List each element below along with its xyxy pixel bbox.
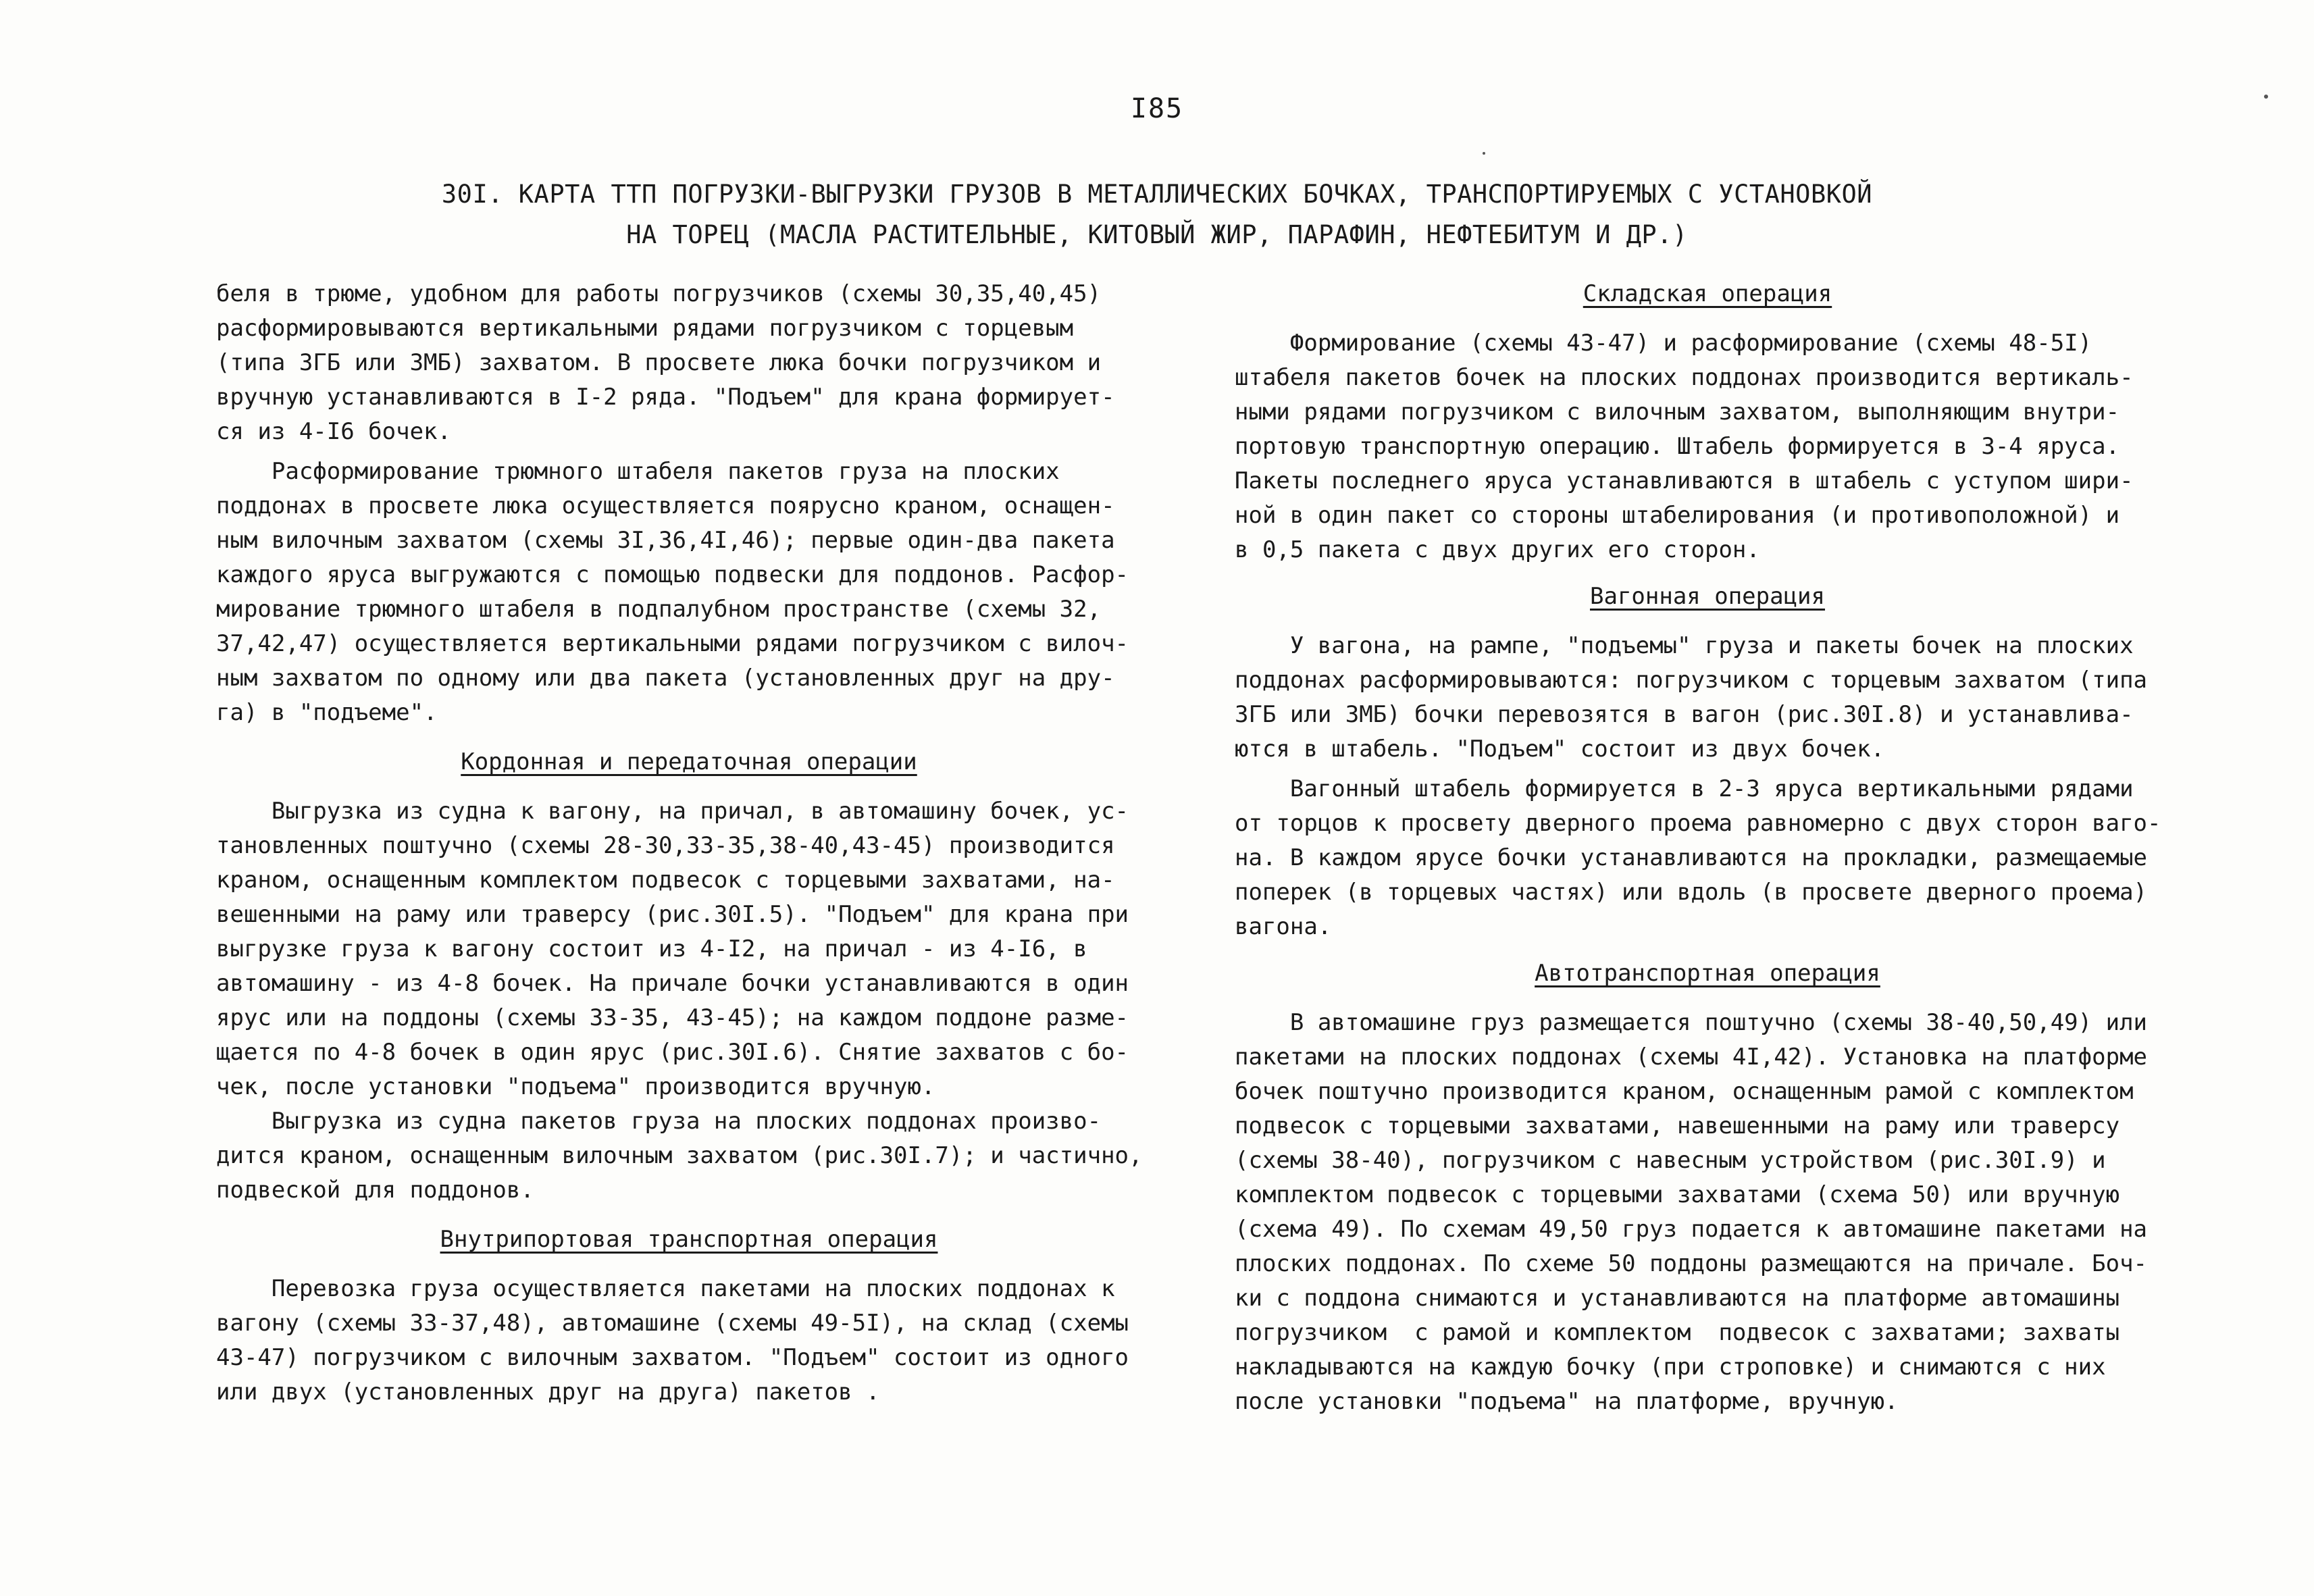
scan-speck: [2264, 95, 2268, 99]
text-line: вагона.: [1235, 913, 1332, 940]
text-line: вешенными на раму или траверсу (рис.30I.5). "Подъем" для крана при: [216, 901, 1129, 928]
text-line: ются в штабель. "Подъем" состоит из двух бочек.: [1235, 736, 1885, 763]
text-line: тановленных поштучно (схемы 28-30,33-35,38-40,43-45) производится: [216, 832, 1115, 859]
text-line: подвеской для поддонов.: [216, 1177, 534, 1204]
text-line: Пакеты последнего яруса устанавливаются в штабель с уступом шири-: [1235, 467, 2134, 494]
text-line: ными рядами погрузчиком с вилочным захватом, выполняющим внутри-: [1235, 398, 2120, 426]
right-column: [1235, 277, 2180, 1419]
text-line: на. В каждом ярусе бочки устанавливаются на прокладки, размещаемые: [1235, 844, 2148, 871]
text-line: (схема 49). По схемам 49,50 груз подается к автомашине пакетами на: [1235, 1216, 2148, 1243]
text-line: ным захватом по одному или два пакета (установленных друг на дру-: [216, 665, 1115, 692]
text-line: накладываются на каждую бочку (при строповке) и снимаются с них: [1235, 1354, 2106, 1381]
text-line: портовую транспортную операцию. Штабель формируется в 3-4 яруса.: [1235, 433, 2120, 460]
text-line: (типа ЗГБ или ЗМБ) захватом. В просвете люка бочки погрузчиком и: [216, 349, 1102, 376]
text-line: Формирование (схемы 43-47) и расформирование (схемы 48-5I): [1235, 330, 2092, 357]
text-line: Расформирование трюмного штабеля пакетов груза на плоских: [216, 458, 1060, 485]
text-line: от торцов к просвету дверного проема равномерно с двух сторон ваго-: [1235, 810, 2161, 837]
text-line: У вагона, на рампе, "подъемы" груза и пакеты бочек на плоских: [1235, 632, 2134, 659]
left-paragraph-1: [216, 277, 1162, 449]
text-line: погрузчиком с рамой и комплектом подвесок с захватами; захваты: [1235, 1319, 2120, 1346]
text-line: поддонах в просвете люка осуществляется поярусно краном, оснащен-: [216, 492, 1115, 519]
text-line: дится краном, оснащенным вилочным захватом (рис.30I.7); и частично,: [216, 1142, 1143, 1169]
text-line: Выгрузка из судна пакетов груза на плоских поддонах произво-: [216, 1108, 1102, 1135]
text-line: бочек поштучно производится краном, оснащенным рамой с комплектом: [1235, 1078, 2134, 1105]
text-line: поддонах расформировываются: погрузчиком с торцевым захватом (типа: [1235, 667, 2148, 694]
text-line: краном, оснащенным комплектом подвесок с торцевыми захватами, на-: [216, 867, 1115, 894]
text-line: после установки "подъема" на платформе, вручную.: [1235, 1388, 1899, 1415]
section-heading-cordon: Кордонная и передаточная операции: [461, 748, 917, 775]
section-heading-warehouse: Складская операция: [1583, 280, 1832, 307]
text-line: (схемы 38-40), погрузчиком с навесным устройством (рис.30I.9) и: [1235, 1147, 2106, 1174]
text-line: ярус или на поддоны (схемы 33-35, 43-45); на каждом поддоне разме-: [216, 1004, 1129, 1031]
text-line: В автомашине груз размещается поштучно (схемы 38-40,50,49) или: [1235, 1009, 2148, 1036]
right-paragraph-4: [1235, 1006, 2180, 1419]
text-line: автомашину - из 4-8 бочек. На причале бочки устанавливаются в один: [216, 970, 1129, 997]
right-paragraph-3: [1235, 772, 2180, 944]
document-title: [270, 174, 2044, 255]
text-line: вагону (схемы 33-37,48), автомашине (схемы 49-5I), на склад (схемы: [216, 1310, 1129, 1337]
text-line: Выгрузка из судна к вагону, на причал, в автомашину бочек, ус-: [216, 798, 1129, 825]
text-line: или двух (установленных друг на друга) пакетов .: [216, 1379, 880, 1406]
text-line: 37,42,47) осуществляется вертикальными рядами погрузчиком с вилоч-: [216, 630, 1129, 657]
text-line: штабеля пакетов бочек на плоских поддонах производится вертикаль-: [1235, 364, 2134, 391]
right-paragraph-1: [1235, 326, 2180, 567]
section-heading-wagon: Вагонная операция: [1590, 583, 1825, 610]
left-column: [216, 277, 1162, 1410]
text-line: в 0,5 пакета с двух других его сторон.: [1235, 536, 1760, 563]
text-line: Вагонный штабель формируется в 2-3 яруса вертикальными рядами: [1235, 775, 2134, 802]
left-paragraph-3: [216, 794, 1162, 1104]
scan-speck: [1483, 152, 1485, 155]
text-line: мирование трюмного штабеля в подпалубном пространстве (схемы 32,: [216, 596, 1102, 623]
text-line: щается по 4-8 бочек в один ярус (рис.30I.6). Снятие захватов с бо-: [216, 1039, 1129, 1066]
text-line: ки с поддона снимаются и устанавливаются на платформе автомашины: [1235, 1285, 2120, 1312]
title-line-2: НА ТОРЕЦ (МАСЛА РАСТИТЕЛЬНЫЕ, КИТОВЫЙ ЖИР, ПАРАФИН, НЕФТЕБИТУМ И ДР.): [626, 220, 1688, 249]
text-line: комплектом подвесок с торцевыми захватами (схема 50) или вручную: [1235, 1181, 2120, 1208]
title-line-1: 30I. КАРТА ТТП ПОГРУЗКИ-ВЫГРУЗКИ ГРУЗОВ В МЕТАЛЛИЧЕСКИХ БОЧКАХ, ТРАНСПОРТИРУЕМЫХ С УСТАНОВКОЙ: [441, 180, 1873, 209]
text-line: беля в трюме, удобном для работы погрузчиков (схемы 30,35,40,45): [216, 280, 1102, 307]
text-line: пакетами на плоских поддонах (схемы 4I,42). Установка на платформе: [1235, 1044, 2148, 1071]
text-line: плоских поддонах. По схеме 50 поддоны размещаются на причале. Боч-: [1235, 1250, 2148, 1277]
text-line: ся из 4-I6 бочек.: [216, 418, 451, 445]
text-line: подвесок с торцевыми захватами, навешенными на раму или траверсу: [1235, 1112, 2120, 1139]
text-line: чек, после установки "подъема" производится вручную.: [216, 1073, 935, 1100]
text-line: ным вилочным захватом (схемы 3I,36,4I,46); первые один-два пакета: [216, 527, 1115, 554]
text-line: поперек (в торцевых частях) или вдоль (в просвете дверного проема): [1235, 879, 2148, 906]
text-line: выгрузке груза к вагону состоит из 4-I2, на причал - из 4-I6, в: [216, 935, 1087, 962]
text-line: каждого яруса выгружаются с помощью подвески для поддонов. Расфор-: [216, 561, 1129, 588]
text-line: Перевозка груза осуществляется пакетами на плоских поддонах к: [216, 1275, 1115, 1302]
right-paragraph-2: [1235, 629, 2180, 767]
left-paragraph-5: [216, 1272, 1162, 1410]
left-paragraph-4: [216, 1104, 1162, 1208]
text-line: вручную устанавливаются в I-2 ряда. "Подъем" для крана формирует-: [216, 384, 1115, 411]
section-heading-auto-transport: Автотранспортная операция: [1535, 960, 1880, 987]
text-line: ной в один пакет со стороны штабелирования (и противоположной) и: [1235, 502, 2120, 529]
text-line: ЗГБ или ЗМБ) бочки перевозятся в вагон (рис.30I.8) и устанавлива-: [1235, 701, 2134, 728]
left-paragraph-2: [216, 455, 1162, 730]
text-line: 43-47) погрузчиком с вилочным захватом. "Подъем" состоит из одного: [216, 1344, 1129, 1371]
text-line: га) в "подъеме".: [216, 699, 438, 726]
text-line: расформировываются вертикальными рядами погрузчиком с торцевым: [216, 315, 1074, 342]
page-number: I85: [1130, 93, 1184, 124]
section-heading-intraport: Внутрипортовая транспортная операция: [440, 1226, 938, 1253]
